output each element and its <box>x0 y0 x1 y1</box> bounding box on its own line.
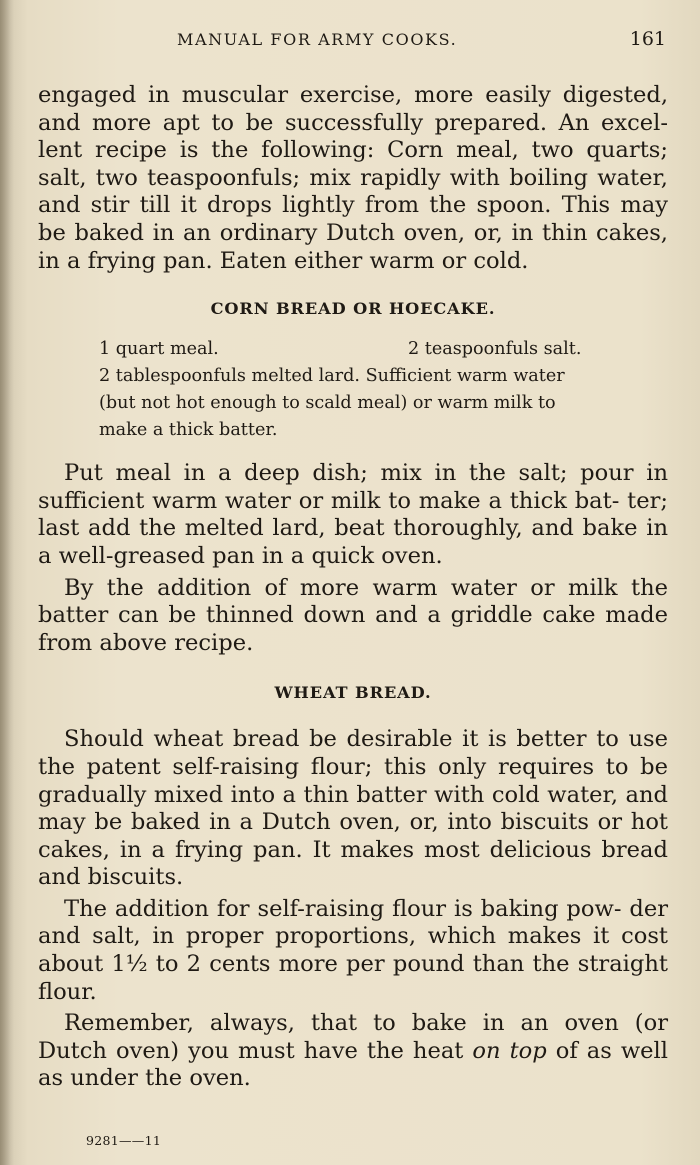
intro-line: lent recipe is the following: Corn meal, two quarts; <box>38 137 668 164</box>
paragraph-line: ter; last add the melted lard, beat thoroughly, and <box>38 487 668 542</box>
intro-line: engaged in muscular exercise, more easily digested, <box>38 82 668 108</box>
wheat-bread-heading: WHEAT BREAD. <box>274 683 432 703</box>
paragraph-text: of as well as under the oven. <box>38 1037 668 1092</box>
corn-bread-method-paragraph <box>38 460 668 570</box>
intro-line: This may be baked in an ordinary Dutch oven, or, <box>38 192 668 246</box>
paragraph-line: water, and may be baked in a Dutch oven, or, into <box>38 781 668 836</box>
paragraph-line: The addition for self-raising flour is baking pow- <box>64 895 622 922</box>
intro-line: or cold. <box>441 247 529 274</box>
ingredient-line: 2 tablespoonfuls melted lard. Sufficient warm water <box>99 366 565 387</box>
intro-line: salt, two teaspoonfuls; mix rapidly with boiling <box>38 164 588 191</box>
running-title: MANUAL FOR ARMY COOKS. <box>177 30 458 49</box>
paragraph-line: sufficient warm water or milk to make a thick bat- <box>38 487 620 514</box>
paragraph-line: By the addition of more warm water or milk the <box>64 574 668 601</box>
paragraph-line: der and salt, in proper proportions, which makes it <box>38 895 669 950</box>
self-raising-flour-paragraph <box>38 896 668 1006</box>
emphasis-on-top: on top <box>472 1037 547 1064</box>
paragraph-line: straight flour. <box>38 951 668 1005</box>
paragraph-line: cost about 1½ to 2 cents more per pound than the <box>38 923 668 978</box>
corn-bread-heading: CORN BREAD OR HOECAKE. <box>210 299 496 319</box>
page-body <box>38 82 668 1093</box>
paragraph-line: bake in a well-greased pan in a quick oven. <box>38 515 668 569</box>
intro-paragraph <box>38 82 668 275</box>
ingredient-line: (but not hot enough to scald meal) or warm milk to <box>99 393 556 414</box>
printer-signature-mark: 9281——11 <box>86 1133 162 1148</box>
intro-line: in thin cakes, in a frying pan. Eaten either warm <box>38 219 668 274</box>
page-number: 161 <box>629 28 666 50</box>
ingredient-line: make a thick batter. <box>99 420 278 441</box>
page-gutter-shadow <box>0 0 14 1165</box>
corn-bread-ingredients <box>99 336 649 444</box>
ingredient-salt: 2 teaspoonfuls salt. <box>408 339 582 360</box>
ingredient-row <box>99 336 649 363</box>
wheat-bread-paragraph <box>38 726 668 892</box>
paragraph-line: Put meal in a deep dish; mix in the salt; pour in <box>64 460 668 487</box>
paragraph-line: most delicious bread and biscuits. <box>38 836 668 891</box>
paragraph-text: Remember, always, that to bake in an oven (or Dutch oven) you must have the heat <box>38 1010 668 1064</box>
paragraph-line: from above recipe. <box>38 629 254 656</box>
oven-heat-paragraph <box>38 1010 668 1093</box>
ingredient-meal: 1 quart meal. <box>99 339 219 360</box>
paragraph-line: Should wheat bread be desirable it is better to use <box>64 726 668 753</box>
paragraph-line: batter can be thinned down and a griddle cake made <box>38 602 668 629</box>
paragraph-line: the patent self-raising flour; this only requires to <box>38 753 629 780</box>
paragraph-line: be gradually mixed into a thin batter with cold <box>38 753 668 808</box>
intro-line: water, and stir till it drops lightly from the spoon. <box>38 164 668 219</box>
griddle-cake-paragraph <box>38 575 668 658</box>
intro-line: and more apt to be successfully prepared. An excel- <box>38 109 668 136</box>
running-header <box>0 30 700 54</box>
paragraph-line: biscuits or hot cakes, in a frying pan. It makes <box>38 809 669 863</box>
